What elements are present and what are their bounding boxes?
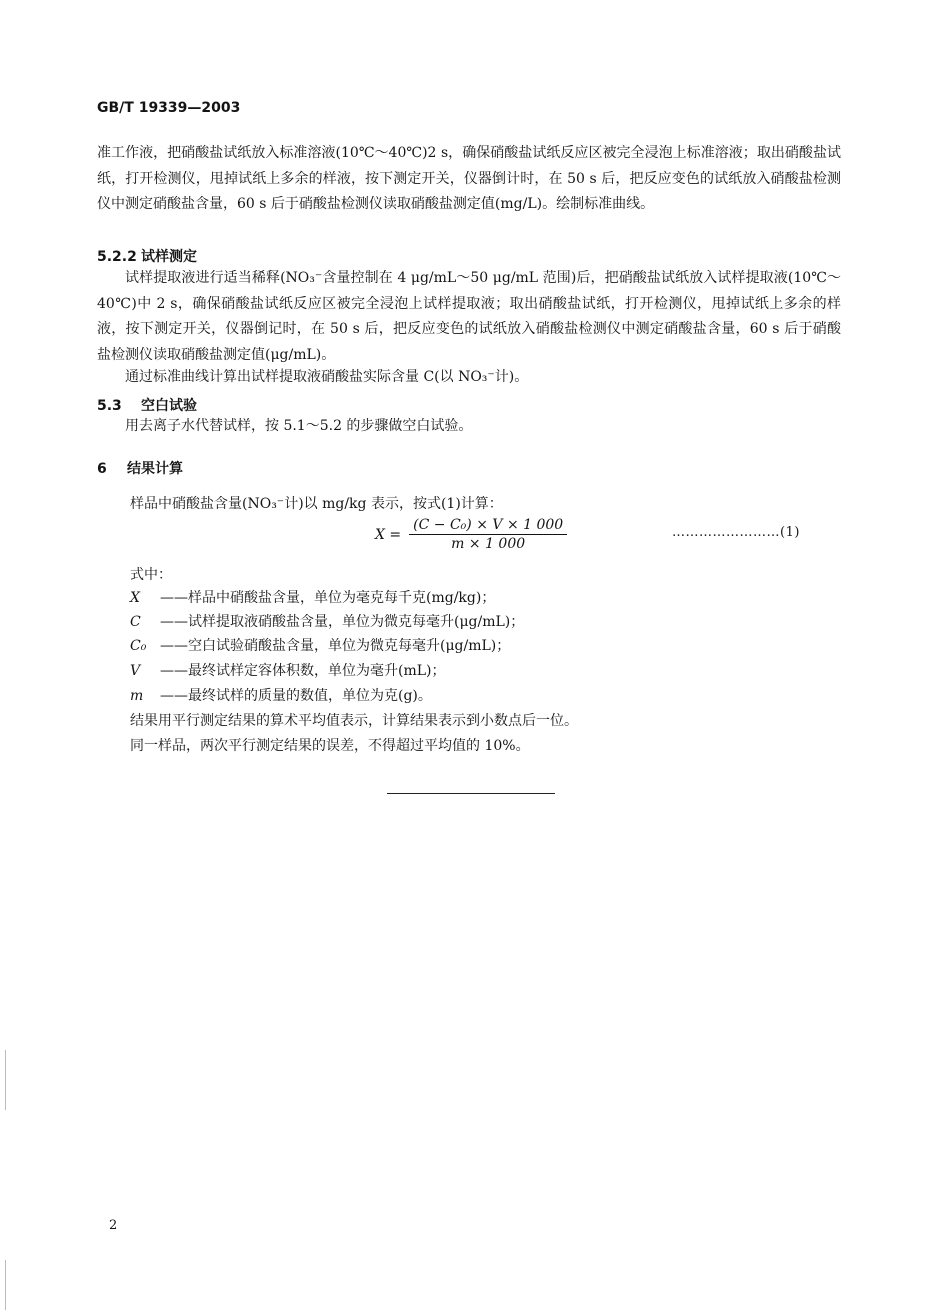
scan-edge-mark [5,1050,6,1110]
section-number: 6 [97,461,107,477]
variable-symbol: m [130,688,144,704]
section-title: 试样测定 [141,249,197,265]
formula-fraction [409,516,567,553]
variable-definition-c [130,611,524,631]
variable-symbol: X [130,590,140,606]
paragraph-blank-test: 用去离子水代替试样，按 5.1～5.2 的步骤做空白试验。 [125,418,473,434]
variable-definition-x [130,587,495,607]
section-title: 空白试验 [141,398,197,414]
section-title: 结果计算 [127,461,183,477]
standard-code-header: GB/T 19339—2003 [97,100,241,116]
variable-definition-c0 [130,635,510,655]
formula-numerator: (C − C₀) × V × 1 000 [413,517,564,533]
formula-denominator: m × 1 000 [451,536,526,552]
scan-edge-mark [5,1260,6,1310]
conclusion-average: 结果用平行测定结果的算术平均值表示，计算结果表示到小数点后一位。 [130,713,578,729]
variable-description: ——最终试样的质量的数值，单位为克(g)。 [160,688,432,704]
formula-number: ……………………(1) [672,525,800,540]
variable-description: ——空白试验硝酸盐含量，单位为微克每毫升(μg/mL)； [160,638,511,654]
page-number: 2 [109,1218,118,1233]
formula-lhs: X = [375,526,402,543]
where-label: 式中： [130,567,172,583]
section-heading-5-2-2 [97,246,197,266]
formula-1 [375,516,567,553]
paragraph-standard-curve: 准工作液，把硝酸盐试纸放入标准溶液(10℃～40℃)2 s，确保硝酸盐试纸反应区被完全浸泡上标准溶液；取出硝酸盐试纸，打开检测仪，甩掉试纸上多余的样液，按下测定开关，仪器倒计时，在 50 s 后，把反应变色的试纸放入硝酸盐检测仪中测定硝酸盐含量，60 s 后于硝酸盐检测仪读取硝酸盐测定值(mg/L)。绘制标准曲线。 [97,145,841,213]
paragraph-sample-determination: 试样提取液进行适当稀释(NO₃⁻含量控制在 4 μg/mL～50 μg/mL 范围)后，把硝酸盐试纸放入试样提取液(10℃～40℃)中 2 s，确保硝酸盐试纸反应区被完全浸泡上试样提取液；取出硝酸盐试纸，打开检测仪，甩掉试纸上多余的样液，按下测定开关，仪器倒记时，在 50 s 后，把反应变色的试纸放入硝酸盐检测仪中测定硝酸盐含量，60 s 后于硝酸盐检测仪读取硝酸盐测定值(μg/mL)。 [97,270,841,363]
paragraph-calculation-note: 通过标准曲线计算出试样提取液硝酸盐实际含量 C(以 NO₃⁻计)。 [125,369,529,385]
conclusion-tolerance: 同一样品，两次平行测定结果的误差，不得超过平均值的 10%。 [130,738,530,754]
section-number: 5.3 [97,398,122,414]
variable-symbol: C₀ [130,638,147,654]
section-heading-5-3 [97,395,197,415]
formula-intro: 样品中硝酸盐含量(NO₃⁻计)以 mg/kg 表示，按式(1)计算： [130,496,503,512]
section-number: 5.2.2 [97,249,137,265]
variable-definition-m [130,685,432,705]
variable-description: ——最终试样定容体积数，单位为毫升(mL)； [160,663,446,679]
variable-symbol: C [130,614,141,630]
end-rule [387,793,555,794]
variable-definition-v [130,660,446,680]
section-heading-6 [97,458,183,478]
variable-symbol: V [130,663,141,679]
variable-description: ——样品中硝酸盐含量，单位为毫克每千克(mg/kg)； [160,590,496,606]
variable-description: ——试样提取液硝酸盐含量，单位为微克每毫升(μg/mL)； [160,614,525,630]
